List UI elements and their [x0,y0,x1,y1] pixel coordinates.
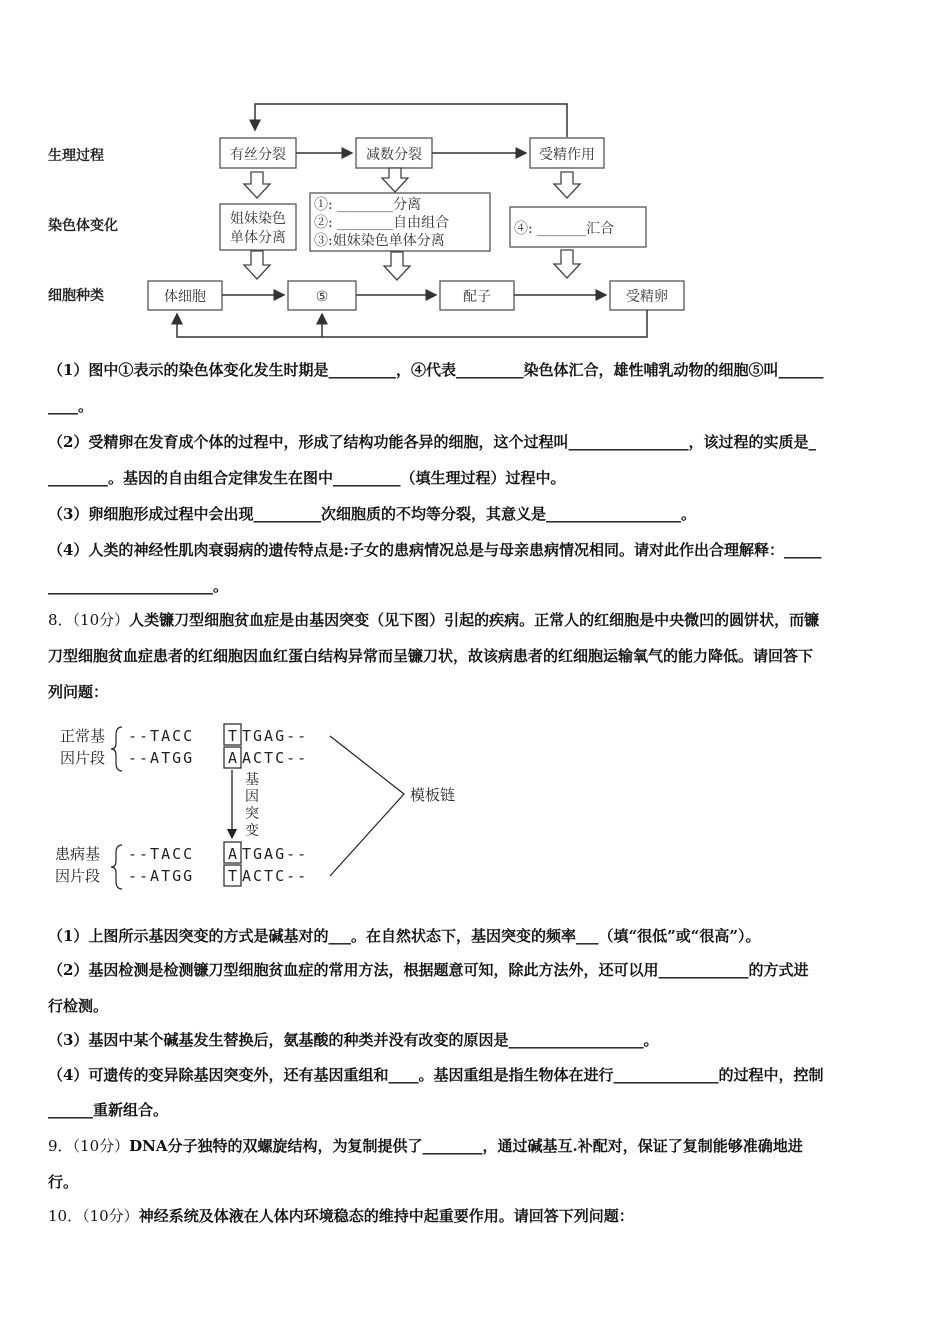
dna-mutation-diagram [0,712,520,897]
hollow-arrow-4 [244,251,270,279]
box-sister-line2: 单体分离 [230,230,286,246]
q7-part2-line2: ________。基因的自由组合定律发生在图中_________（填生理过程）过程中。 [48,469,566,487]
normal-top-base: T [228,727,238,745]
meiosis-change-1: ①: ________分离 [314,197,422,213]
q7-part4-line1: （4）人类的神经性肌肉衰弱病的遗传特点是:子女的患病情况总是与母亲患病情况相同。请对此作出合理解释：_____ [48,541,822,559]
q8-part3: （3）基因中某个碱基发生替换后，氨基酸的种类并没有改变的原因是__________________。 [48,1031,659,1049]
disease-bottom-base: T [228,867,238,885]
feedback-arrow-top [255,104,567,137]
q8-part2-line2: 行检测。 [48,997,109,1015]
q8-number: 8．（10分） [48,611,130,629]
q7-part1-line2: ____。 [48,397,94,415]
disease-top-right: TGAG-- [242,845,309,863]
q10-line [48,1198,910,1234]
meiosis-change-3: ③:姐妹染色单体分离 [314,233,445,249]
box-mitosis-label: 有丝分裂 [230,147,286,163]
q10-number: 10．（10分） [48,1207,139,1225]
disease-top-left: --TACC [128,845,195,863]
q8-part4-line2: ______重新组合。 [48,1101,169,1119]
fusion-text: ④: _______汇合 [514,221,615,237]
q8-intro-a: 人类镰刀型细胞贫血症是由基因突变（见下图）引起的疾病。正常人的红细胞是中央微凹的圆饼状，而镰 [129,611,820,629]
q8-intro-line3: 列问题： [48,683,109,701]
hollow-arrow-1 [244,172,270,198]
q8-part4-line1: （4）可遗传的变异除基因突变外，还有基因重组和____。基因重组是指生物体在进行______________的过程中，控制 [48,1066,824,1084]
template-strand-pointer [330,736,404,876]
hollow-arrow-3 [554,172,580,198]
normal-label-2: 因片段 [60,749,106,767]
q9-number: 9．（10分） [48,1137,130,1155]
box-somatic-label: 体细胞 [164,289,206,305]
q7-part2-line1: （2）受精卵在发育成个体的过程中，形成了结构功能各异的细胞，这个过程叫________________，该过程的实质是_ [48,433,816,451]
mutation-label-2: 因 [245,789,259,805]
normal-bottom-left: --ATGG [128,749,195,767]
q7-part3: （3）卵细胞形成过程中会出现_________次细胞质的不均等分裂，其意义是__________________。 [48,505,696,523]
q7-part1-line1: （1）图中①表示的染色体变化发生时期是_________，④代表_________染色体汇合，雄性哺乳动物的细胞⑤叫______ [48,361,824,379]
box-fertilization-label: 受精作用 [539,147,595,163]
cell-division-diagram [0,90,950,350]
q9-line1 [48,1128,910,1164]
box-meiosis-label: 减数分裂 [366,147,422,163]
disease-label-1: 患病基 [55,845,101,863]
row-label-chromosome: 染色体变化 [48,218,118,234]
normal-bottom-right: ACTC-- [242,749,309,767]
meiosis-change-2: ②: ________自由组合 [314,215,450,231]
mutation-label-4: 变 [245,823,259,839]
box-cell-5-label: ⑤ [315,289,329,305]
normal-top-right: TGAG-- [242,727,309,745]
normal-label-1: 正常基 [60,727,106,745]
hollow-arrow-5 [384,252,410,280]
mutation-label-1: 基 [245,772,259,788]
disease-bottom-right: ACTC-- [242,867,309,885]
q9-text-a: DNA分子独特的双螺旋结构，为复制提供了________，通过碱基互.补配对，保证了复制能够准确地进 [129,1137,803,1155]
q8-intro-line2: 刀型细胞贫血症患者的红细胞因血红蛋白结构异常而呈镰刀状，故该病患者的红细胞运输氧气的能力降低。请回答下 [48,647,814,665]
q7-part4-line2: ______________________。 [48,577,229,595]
normal-bottom-base: A [228,749,238,767]
q8-intro-line1 [48,602,910,638]
disease-brace [111,845,122,889]
box-sister-line1: 姐妹染色 [230,211,286,227]
q10-text: 神经系统及体液在人体内环境稳态的维持中起重要作用。请回答下列问题： [138,1207,634,1225]
disease-label-2: 因片段 [55,867,101,885]
q9-line2: 行。 [48,1173,79,1191]
hollow-arrow-2 [382,168,408,192]
disease-top-base: A [228,845,238,863]
row-label-process: 生理过程 [48,148,104,164]
q8-part2-line1: （2）基因检测是检测镰刀型细胞贫血症的常用方法，根据题意可知，除此方法外，还可以用____________的方式进 [48,961,809,979]
template-strand-label: 模板链 [410,786,456,804]
row-label-cell-type: 细胞种类 [48,288,104,304]
feedback-arrow-bottom [177,310,647,337]
box-zygote-label: 受精卵 [626,289,668,305]
q8-part1: （1）上图所示基因突变的方式是碱基对的___。在自然状态下，基因突变的频率___（填“很低”或“很高”）。 [48,927,761,945]
hollow-arrow-6 [554,250,580,278]
normal-brace [111,727,122,771]
box-gamete-label: 配子 [463,289,491,305]
mutation-label-3: 突 [245,806,259,822]
disease-bottom-left: --ATGG [128,867,195,885]
normal-top-left: --TACC [128,727,195,745]
